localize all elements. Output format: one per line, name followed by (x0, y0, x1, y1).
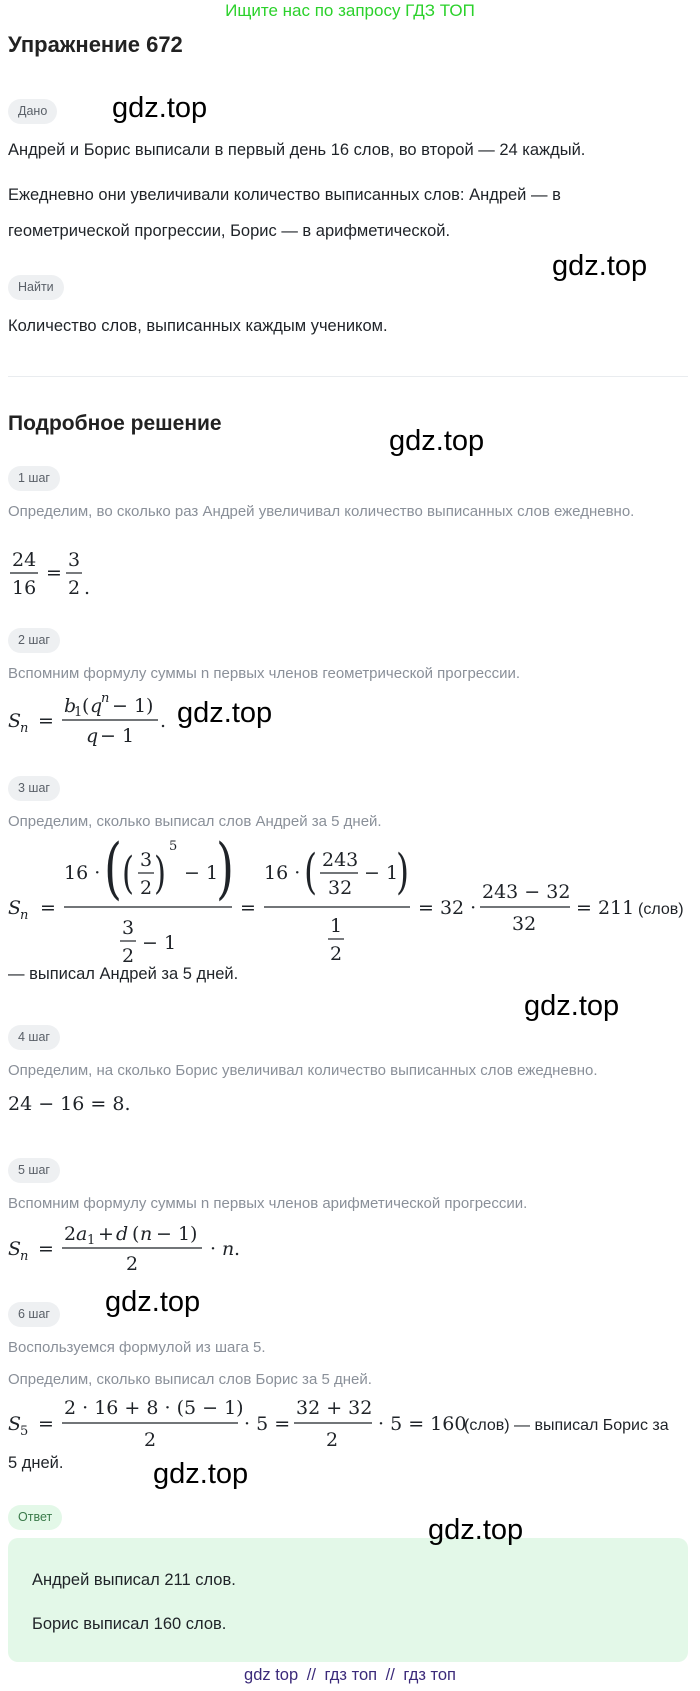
svg-text:1: 1 (87, 1233, 96, 1248)
section-divider (8, 376, 688, 377)
svg-text:(слов): (слов) (638, 901, 684, 918)
svg-text:16 ·: 16 · (264, 862, 301, 884)
step-2-badge: 2 шаг (8, 628, 60, 653)
answer-line-1: Андрей выписал 211 слов. (32, 1571, 236, 1589)
step-2-text: Вспомним формулу суммы n первых членов геометрической прогрессии. (8, 665, 521, 682)
step-5-formula (6, 1218, 266, 1278)
svg-text:n: n (222, 1238, 235, 1260)
step-3-text: Определим, сколько выписал слов Андрей за 5 дней. (8, 813, 382, 830)
svg-text:16 ·: 16 · (64, 862, 101, 884)
find-badge: Найти (8, 275, 64, 300)
svg-text:3: 3 (140, 849, 153, 871)
svg-text:.: . (160, 710, 167, 732)
svg-text:(: ( (132, 1223, 140, 1245)
svg-text:− 1): − 1) (112, 695, 154, 717)
svg-text:· 5 = 160: · 5 = 160 (378, 1413, 467, 1435)
watermark: gdz.top (552, 250, 648, 282)
given-line-1: Андрей и Борис выписали в первый день 16 слов, во второй — 24 каждый. (8, 141, 586, 159)
svg-text:3: 3 (122, 917, 135, 939)
step-1-badge: 1 шаг (8, 466, 60, 491)
svg-text:32 + 32: 32 + 32 (296, 1397, 373, 1419)
svg-text:− 1: − 1 (100, 725, 135, 747)
svg-text:): ) (396, 843, 410, 900)
svg-text:(: ( (304, 843, 318, 900)
find-text: Количество слов, выписанных каждым учеником. (8, 317, 388, 335)
answer-badge: Ответ (8, 1505, 62, 1530)
svg-text:=: = (38, 710, 54, 732)
svg-text:2: 2 (68, 577, 81, 599)
svg-text:2: 2 (64, 1223, 77, 1245)
watermark: gdz.top (153, 1458, 249, 1490)
svg-text:n: n (101, 691, 110, 706)
svg-text:(: ( (122, 847, 135, 899)
svg-text:− 1: − 1 (184, 862, 219, 884)
svg-text:·: · (210, 1238, 217, 1260)
svg-text:(: ( (82, 695, 90, 717)
given-line-3: геометрической прогрессии, Борис — в арифметической. (8, 222, 451, 240)
svg-text:.: . (84, 577, 91, 599)
watermark: gdz.top (389, 425, 485, 457)
svg-text:d: d (116, 1223, 129, 1245)
step-3-after: — выписал Андрей за 5 дней. (8, 965, 239, 983)
svg-text:32: 32 (512, 913, 537, 935)
step-1-formula (6, 544, 126, 602)
step-3-badge: 3 шаг (8, 776, 60, 801)
step-5-text: Вспомним формулу суммы n первых членов арифметической прогрессии. (8, 1195, 528, 1212)
svg-text:n: n (20, 1249, 29, 1264)
svg-text:− 1: − 1 (142, 932, 177, 954)
svg-text:S: S (8, 1413, 22, 1435)
svg-text:b: b (64, 695, 77, 717)
svg-text:q: q (90, 695, 103, 717)
svg-text:− 1): − 1) (156, 1223, 198, 1245)
svg-text:2: 2 (126, 1253, 139, 1275)
svg-text:a: a (76, 1223, 88, 1245)
svg-text:=: = (46, 562, 62, 584)
svg-text:32: 32 (328, 877, 353, 899)
given-badge: Дано (8, 99, 57, 124)
svg-text:(слов) — выписал Борис за: (слов) — выписал Борис за (464, 1417, 669, 1434)
svg-text:1: 1 (74, 705, 83, 720)
svg-text:5: 5 (20, 1424, 29, 1439)
watermark: gdz.top (112, 92, 208, 124)
step-4-formula: 24 − 16 = 8. (8, 1093, 131, 1115)
svg-text:16: 16 (12, 577, 37, 599)
svg-text:2: 2 (140, 877, 153, 899)
watermark: gdz.top (177, 697, 273, 729)
svg-text:n: n (20, 908, 29, 923)
svg-text:1: 1 (330, 915, 343, 937)
svg-text:= 211: = 211 (576, 897, 635, 919)
svg-text:S: S (8, 1238, 22, 1260)
svg-text:2: 2 (122, 945, 135, 964)
svg-text:n: n (140, 1223, 153, 1245)
footer-link[interactable]: гдз топ (324, 1666, 378, 1684)
given-line-2: Ежедневно они увеличивали количество выписанных слов: Андрей — в (8, 186, 561, 204)
top-banner: Ищите нас по запросу ГДЗ ТОП (225, 1, 475, 20)
svg-text:2: 2 (144, 1429, 157, 1451)
svg-text:S: S (8, 710, 22, 732)
watermark: gdz.top (524, 990, 620, 1022)
step-6-text-1: Воспользуемся формулой из шага 5. (8, 1339, 266, 1356)
svg-text:· 5 =: · 5 = (244, 1413, 291, 1435)
svg-text:q: q (86, 725, 99, 747)
svg-text:3: 3 (68, 549, 81, 571)
step-4-badge: 4 шаг (8, 1025, 60, 1050)
svg-text:243: 243 (322, 849, 359, 871)
svg-text:− 1: − 1 (364, 862, 399, 884)
svg-text:(: ( (104, 836, 123, 908)
step-1-text: Определим, во сколько раз Андрей увеличивал количество выписанных слов ежедневно. (8, 503, 635, 520)
watermark: gdz.top (105, 1286, 201, 1318)
solution-title: Подробное решение (8, 412, 222, 435)
step-5-badge: 5 шаг (8, 1158, 60, 1183)
svg-text:n: n (20, 721, 29, 736)
svg-text:2: 2 (326, 1429, 339, 1451)
svg-text:.: . (234, 1238, 241, 1260)
watermark: gdz.top (428, 1514, 524, 1546)
svg-text:S: S (8, 897, 22, 919)
step-6-formula (6, 1396, 696, 1454)
svg-text:= 32 ·: = 32 · (418, 897, 477, 919)
page-title: Упражнение 672 (8, 32, 183, 57)
step-6-text-2: Определим, сколько выписал слов Борис за 5 дней. (8, 1371, 372, 1388)
svg-text:=: = (38, 1238, 54, 1260)
svg-text:2: 2 (330, 943, 343, 964)
svg-text:): ) (216, 836, 235, 908)
svg-text:=: = (38, 1413, 54, 1435)
footer-link[interactable]: gdz top (244, 1666, 299, 1684)
step-2-formula (6, 688, 176, 748)
step-6-badge: 6 шаг (8, 1302, 60, 1327)
svg-text:2 · 16 + 8 · (5 − 1): 2 · 16 + 8 · (5 − 1) (64, 1397, 244, 1419)
svg-text:24: 24 (12, 549, 37, 571)
footer-link[interactable]: гдз топ (403, 1666, 456, 1684)
svg-text:=: = (240, 897, 256, 919)
answer-line-2: Борис выписал 160 слов. (32, 1615, 227, 1633)
svg-text:): ) (154, 847, 167, 899)
answer-box (8, 1538, 688, 1662)
footer-separator: // (385, 1666, 395, 1684)
footer-links (0, 1666, 700, 1685)
svg-text:243 − 32: 243 − 32 (482, 881, 571, 903)
footer-separator: // (306, 1666, 316, 1684)
svg-text:5: 5 (169, 839, 178, 854)
svg-text:=: = (40, 897, 56, 919)
step-3-formula (6, 836, 696, 964)
step-6-after: 5 дней. (8, 1454, 64, 1472)
svg-text:+: + (98, 1223, 114, 1245)
step-4-text: Определим, на сколько Борис увеличивал количество выписанных слов ежедневно. (8, 1062, 598, 1079)
